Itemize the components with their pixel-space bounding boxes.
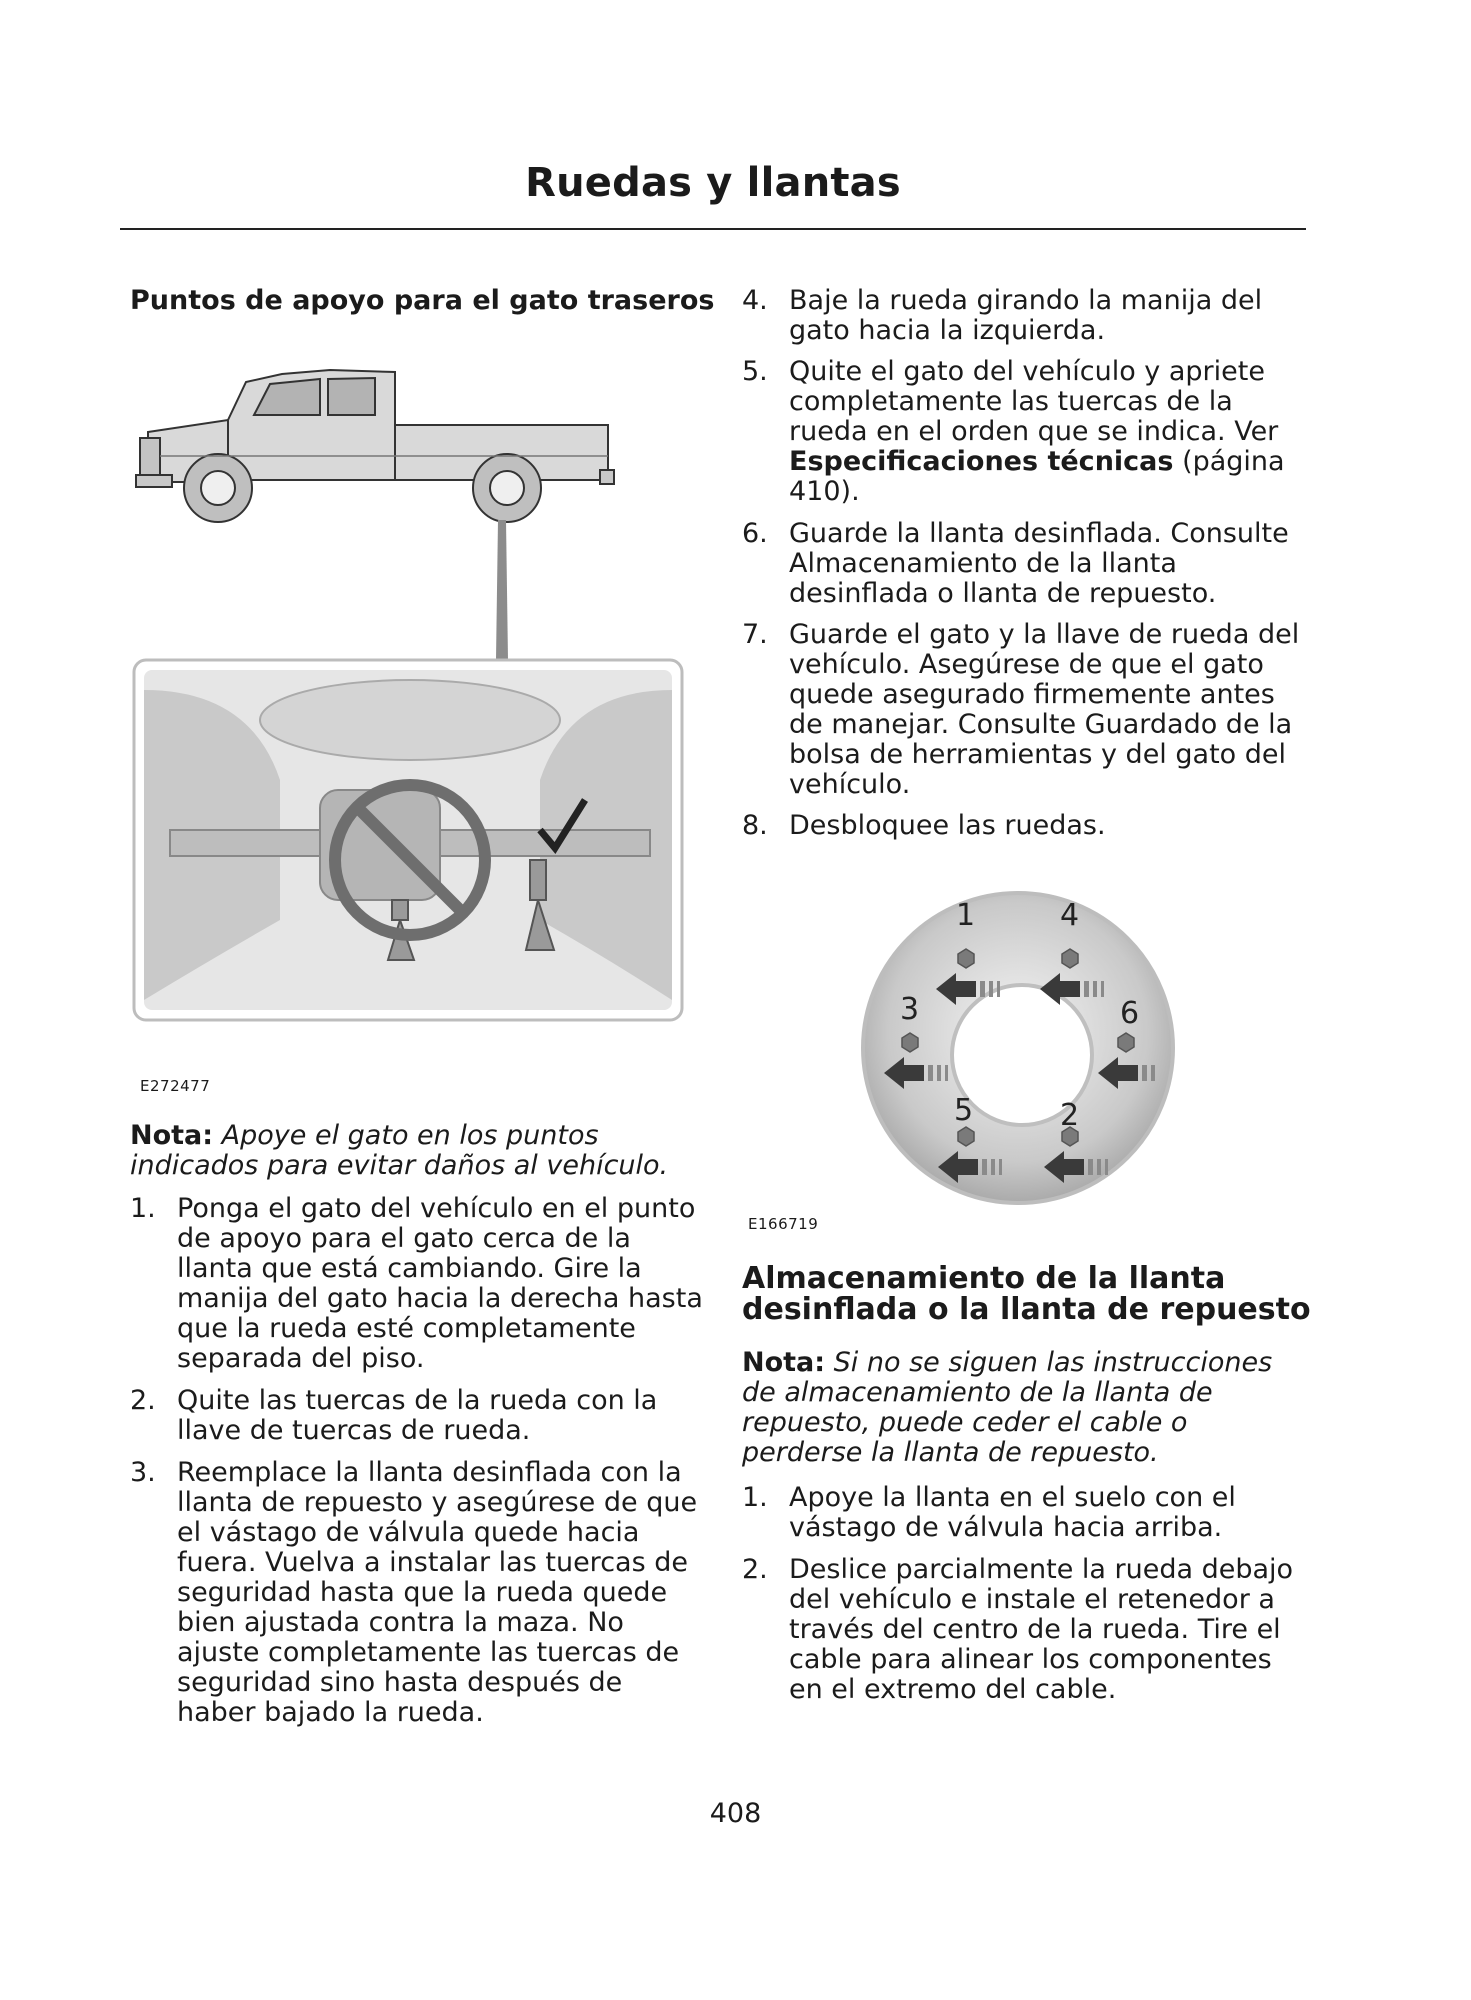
- note-label: Nota:: [742, 1347, 826, 1378]
- lug-nut-4: [1062, 949, 1078, 968]
- step-number: 1.: [130, 1193, 156, 1224]
- lug-label: 5: [954, 1093, 974, 1128]
- lug-label: 4: [1060, 898, 1080, 933]
- cross-reference-link[interactable]: Especificaciones técnicas: [789, 446, 1174, 477]
- step-text: [789, 357, 1312, 507]
- title-divider: [120, 228, 1306, 230]
- step-text: Quite las tuercas de la rueda con la llave de tuercas de rueda.: [177, 1385, 658, 1446]
- step-text-part: Quite el gato del vehículo y apriete completamente las tuercas de la rueda en el orden que se indica. Ver: [789, 356, 1279, 447]
- figure-code: E166719: [748, 1215, 819, 1233]
- step-text-part: (página 410).: [789, 446, 1285, 507]
- lug-nut-sequence-illustration: [858, 885, 1178, 1215]
- step-number: 7.: [742, 619, 768, 650]
- jack-point-detail-box: [134, 660, 682, 1020]
- lug-nut-3: [902, 1033, 918, 1052]
- lug-nut-6: [1118, 1033, 1134, 1052]
- page-title: Ruedas y llantas: [525, 160, 901, 206]
- step-text: Deslice parcialmente la rueda debajo del vehículo e instale el retenedor a través del centro de la rueda. Tire el cable para alinear los componentes en el extremo del cable.: [789, 1554, 1294, 1705]
- note-jack-points: [130, 1121, 690, 1181]
- section-heading-spare-storage: Almacenamiento de la llanta desinflada o la llanta de repuesto: [742, 1261, 1311, 1327]
- lug-label: 1: [956, 898, 976, 933]
- note-text: Apoye el gato en los puntos indicados para evitar daños al vehículo.: [130, 1120, 669, 1181]
- page-number: 408: [709, 1798, 762, 1829]
- step-number: 8.: [742, 810, 768, 841]
- step-number: 6.: [742, 518, 768, 549]
- step-text: Ponga el gato del vehículo en el punto de apoyo para el gato cerca de la llanta que está cambiando. Gire la manija del gato hacia la derecha hasta que la rueda esté completamente separada del piso.: [177, 1193, 703, 1374]
- step-number: 4.: [742, 285, 768, 316]
- step-number: 5.: [742, 356, 768, 387]
- note-label: Nota:: [130, 1120, 214, 1151]
- lug-label: 3: [900, 992, 920, 1027]
- step-text: Apoye la llanta en el suelo con el vástago de válvula hacia arriba.: [789, 1482, 1236, 1543]
- rear-jack-points-illustration: [130, 360, 690, 1040]
- step-text: Guarde el gato y la llave de rueda del vehículo. Asegúrese de que el gato quede asegurado firmemente antes de manejar. Consulte Guardado de la bolsa de herramientas y del gato del vehículo.: [789, 619, 1300, 800]
- step-text: Reemplace la llanta desinflada con la llanta de repuesto y asegúrese de que el vástago de válvula quede hacia fuera. Vuelva a instalar las tuercas de seguridad hasta que la rueda quede bien ajustada contra la maza. No ajuste completamente las tuercas de seguridad sino hasta después de haber bajado la rueda.: [177, 1457, 698, 1728]
- step-text: Baje la rueda girando la manija del gato hacia la izquierda.: [789, 285, 1263, 346]
- pickup-truck-drawing: [136, 370, 614, 522]
- note-spare-storage: [742, 1348, 1312, 1468]
- step-number: 3.: [130, 1457, 156, 1488]
- step-number: 2.: [742, 1554, 768, 1585]
- step-text: Guarde la llanta desinflada. Consulte Almacenamiento de la llanta desinflada o llanta de repuesto.: [789, 518, 1289, 609]
- note-text: Si no se siguen las instrucciones de almacenamiento de la llanta de repuesto, puede ceder el cable o perderse la llanta de repuesto.: [742, 1347, 1273, 1468]
- step-number: 1.: [742, 1482, 768, 1513]
- step-text: Desbloquee las ruedas.: [789, 810, 1106, 841]
- step-number: 2.: [130, 1385, 156, 1416]
- figure-code: E272477: [140, 1077, 211, 1095]
- section-heading-rear-jack-points: Puntos de apoyo para el gato traseros: [130, 285, 715, 316]
- lug-label: 2: [1060, 1098, 1080, 1133]
- lug-nut-1: [958, 949, 974, 968]
- lug-nut-5: [958, 1127, 974, 1146]
- lug-label: 6: [1120, 996, 1140, 1031]
- callout-pointer: [496, 520, 508, 660]
